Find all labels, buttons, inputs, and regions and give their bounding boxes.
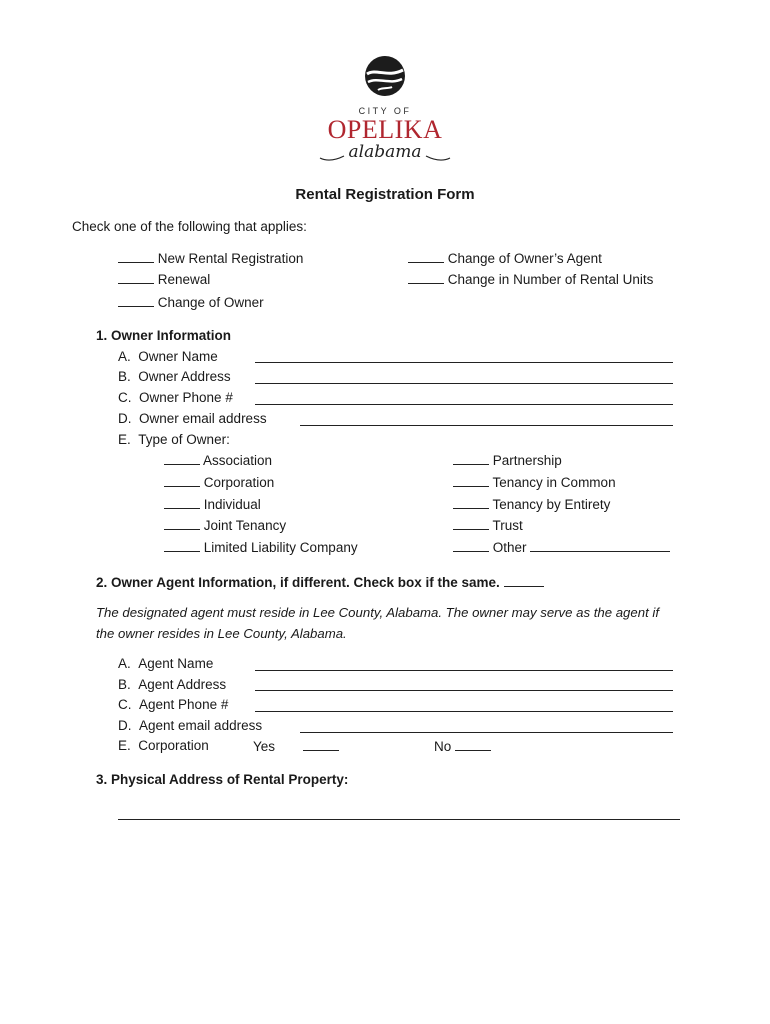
owner-type-corporation[interactable]: Corporation (164, 474, 274, 490)
option-change-units[interactable]: Change in Number of Rental Units (408, 271, 653, 287)
form-instruction: Check one of the following that applies: (72, 219, 307, 234)
owner-type-llc[interactable]: Limited Liability Company (164, 539, 358, 555)
agent-email-field[interactable] (300, 732, 673, 733)
agent-note-line1: The designated agent must reside in Lee County, Alabama. The owner may serve as the agent if (96, 605, 659, 620)
property-section-heading: 3. Physical Address of Rental Property: (96, 772, 349, 787)
logo-flourish-icon (318, 148, 452, 168)
owner-address-field[interactable] (255, 383, 673, 384)
agent-same-checkbox[interactable] (504, 574, 544, 587)
agent-corporation-yes[interactable]: Yes (253, 738, 339, 754)
agent-address-field[interactable] (255, 690, 673, 691)
agent-name-label: A. Agent Name (118, 656, 214, 671)
option-change-agent[interactable]: Change of Owner’s Agent (408, 250, 602, 266)
opelika-seal-icon (318, 52, 452, 106)
option-new-rental[interactable]: New Rental Registration (118, 250, 303, 266)
owner-type-association[interactable]: Association (164, 452, 272, 468)
owner-type-label: E. Type of Owner: (118, 432, 230, 447)
owner-phone-field[interactable] (255, 404, 673, 405)
owner-name-label: A. Owner Name (118, 349, 218, 364)
owner-phone-label: C. Owner Phone # (118, 390, 233, 405)
owner-type-tenancy-common[interactable]: Tenancy in Common (453, 474, 616, 490)
agent-corporation-yes-field[interactable] (303, 738, 339, 751)
owner-name-field[interactable] (255, 362, 673, 363)
agent-phone-field[interactable] (255, 711, 673, 712)
logo-name-text: OPELIKA (327, 115, 443, 144)
agent-corporation-label: E. Corporation (118, 738, 209, 753)
owner-type-other[interactable]: Other (453, 539, 670, 555)
agent-address-label: B. Agent Address (118, 677, 227, 692)
owner-type-joint-tenancy[interactable]: Joint Tenancy (164, 517, 286, 533)
owner-type-partnership[interactable]: Partnership (453, 452, 562, 468)
agent-note-line2: the owner resides in Lee County, Alabama. (96, 626, 347, 641)
city-logo (318, 52, 452, 172)
owner-address-label: B. Owner Address (118, 369, 231, 384)
owner-type-tenancy-entirety[interactable]: Tenancy by Entirety (453, 496, 610, 512)
agent-email-label: D. Agent email address (118, 718, 263, 733)
option-change-owner[interactable]: Change of Owner (118, 294, 264, 310)
agent-corporation-no-field[interactable] (455, 738, 491, 751)
owner-type-trust[interactable]: Trust (453, 517, 523, 533)
form-title: Rental Registration Form (295, 186, 475, 203)
agent-corporation-no[interactable]: No (434, 738, 491, 754)
owner-type-other-field[interactable] (530, 539, 670, 552)
logo-state-text: alabama (348, 142, 422, 162)
option-renewal[interactable]: Renewal (118, 271, 210, 287)
logo-city-text: CITY OF (358, 106, 412, 116)
agent-phone-label: C. Agent Phone # (118, 697, 229, 712)
owner-email-field[interactable] (300, 425, 673, 426)
owner-section-heading: 1. Owner Information (96, 328, 232, 343)
owner-email-label: D. Owner email address (118, 411, 267, 426)
property-address-field[interactable] (118, 819, 680, 820)
agent-section-heading: 2. Owner Agent Information, if different. Check box if the same. (96, 574, 544, 590)
agent-name-field[interactable] (255, 670, 673, 671)
owner-type-individual[interactable]: Individual (164, 496, 261, 512)
